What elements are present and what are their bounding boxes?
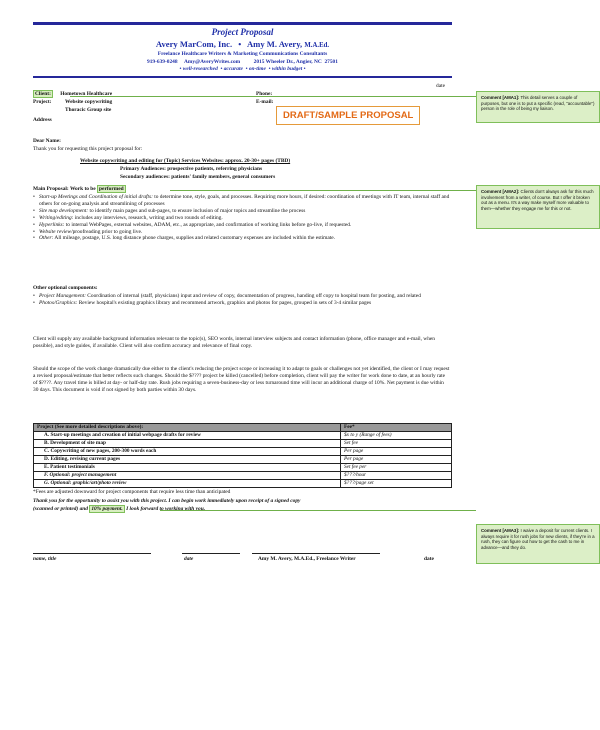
document-title: Project Proposal <box>211 27 274 37</box>
writer-name: Amy M. Avery, M.A.Ed., Freelance Writer <box>258 556 356 562</box>
table-row: B. Development of site map Set fee <box>34 440 452 448</box>
value-item: on-time <box>248 66 266 72</box>
main-proposal-heading <box>33 186 126 193</box>
main-proposal-heading-text: Main Proposal: Work to be <box>33 186 98 192</box>
list-item: • Other: All mileage, postage, U.S. long distance phone charges, supplies and related customary expenses are included within the estimate. <box>33 235 450 242</box>
project-label: Project: <box>33 99 52 105</box>
company-name: Avery MarCom, Inc. <box>155 39 233 49</box>
comment-balloon-3[interactable] <box>476 524 600 564</box>
client-line <box>33 91 112 98</box>
header-top-rule <box>33 22 452 25</box>
owner-name: Amy M. Avery, <box>246 39 303 49</box>
table-row: D. Editing, revising current pages Per page <box>34 456 452 464</box>
list-item: • Writing/editing: includes any interviews, research, writing and two rounds of editing. <box>33 215 450 222</box>
comment-text: I waive a deposit for current clients. I always require it for rush jobs for new clients, if they're in a rush, they can figure out how to get the cash to me in advance—and they do. <box>481 528 595 550</box>
salutation: Dear Name: <box>33 138 61 144</box>
contact-info: 919-639-0248 Amy@AveryWrites.com 2015 Wheeler Dr., Angier, NC 27501 <box>147 58 338 65</box>
company-line <box>0 39 485 51</box>
closing-line-1: Thank you for the opportunity to assist you with this project. I can begin work immediately upon receipt of a signed copy <box>33 498 301 504</box>
date-field: date <box>436 83 445 89</box>
phone-label: Phone: <box>256 91 273 97</box>
primary-audience: Primary Audiences: prospective patients, referring physicians <box>120 166 263 172</box>
other-components-list <box>33 293 450 307</box>
client-label: Client: <box>35 91 51 97</box>
table-row: G. Optional: graphic/art/photo review $???/page set <box>34 480 452 488</box>
value-item: within budget <box>271 66 303 72</box>
owner-credential: M.A.Ed. <box>304 42 330 49</box>
column-header-project: Project (See more detailed descriptions above): <box>34 424 341 432</box>
comment-balloon-1[interactable] <box>476 91 600 123</box>
client-date-label: date <box>184 556 194 562</box>
list-item: • Site map development: to identify main pages and sub-pages, to ensure inclusion of major topics and streamline the process <box>33 208 450 215</box>
highlighted-word: performed <box>99 186 124 192</box>
column-header-fee: Fee* <box>341 424 452 432</box>
writer-signature-line <box>252 553 380 554</box>
list-item: • Start-up Meetings and Coordination of initial drafts: to determine tone, style, goals, and processes. Requiring more hours, if desired: coordination of meetings with IT team, internal staff and others for on-going analysis and streamlining of processes <box>33 194 450 208</box>
address-label: Address <box>33 117 52 123</box>
comment-connector-3 <box>160 510 476 511</box>
table-row: C. Copywriting of new pages, 200-300 words each Per page <box>34 448 452 456</box>
client-value: Hometown Healthcare <box>60 91 113 97</box>
main-proposal-list <box>33 194 450 242</box>
draft-stamp: DRAFT/SAMPLE PROPOSAL <box>276 106 420 125</box>
other-components-heading: Other optional components: <box>33 285 98 291</box>
project-value: Website copywriting <box>65 99 113 105</box>
value-item: accurate <box>223 66 243 72</box>
table-header-row <box>34 424 452 432</box>
tagline: Freelance Healthcare Writers & Marketing Communications Consultants <box>157 51 328 57</box>
closing-line-2: (scanned or printed) and 10% payment. I look forward to working with you. <box>33 506 206 512</box>
project-value-2: Thoracic Group site <box>65 107 112 113</box>
comment-label: Comment [AMA3]: <box>481 528 520 533</box>
secondary-audience: Secondary audiences: patients' family members, general consumers <box>120 174 276 180</box>
value-item: well-researched <box>182 66 218 72</box>
fees-table <box>33 423 452 488</box>
scope-change-paragraph: Should the scope of the work change dramatically due either to the client's reducing the project scope or increasing it to adapt to goals or challenges not yet identified, the client or I may request a revised proposal/estimate that better reflects such changes. Should the $???? project be killed (cancelled) before completion, client will pay the writer for work done to date, at an hourly rate of $????. Any travel time is billed at day- or half-day rate. Rush jobs requiring a seven-business-day or less turnaround time will incur an additional charge of 10%. Net payment is due within 30 days. This document is void if not signed by both parties within 30 days. <box>33 366 450 393</box>
comment-connector-1 <box>70 96 476 97</box>
comment-balloon-2[interactable] <box>476 185 600 229</box>
table-row: A. Start-up meetings and creation of initial webpage drafts for review $x to y (Range of fees) <box>34 432 452 440</box>
list-item: • Project Management: Coordination of internal (staff, physicians) input and review of copy, documentation of progress, handing off copy to hospital team for posting, and related <box>33 293 450 300</box>
client-signature-line <box>33 553 151 554</box>
fees-footnote: *Fees are adjusted downward for project components that require less time than anticipated <box>33 489 231 495</box>
email-label: E-mail: <box>256 99 274 105</box>
comment-text: Clients don't always ask for this much involvement from a writer, of course. But I offer it broken out as a menu. It's a way make myself more valuable to them—whether they engage me for this or not. <box>481 189 594 211</box>
thanks-line: Thank you for requesting this project proposal for: <box>33 146 143 152</box>
comment-connector-2 <box>170 190 476 191</box>
table-row: E. Patient testimonials Set fee per <box>34 464 452 472</box>
list-item: • Photos/Graphics: Review hospital's existing graphics library and recommend artwork, graphics and photos for pages, grouped in sets of 3-4 similar pages <box>33 300 450 307</box>
name-title-label: name, title <box>33 556 57 562</box>
highlighted-payment: 10% payment. <box>91 506 123 512</box>
table-row: F. Optional: project management $???/hour <box>34 472 452 480</box>
comment-label: Comment [AMA1]: <box>481 95 520 100</box>
client-date-line <box>182 553 240 554</box>
writer-date-label: date <box>424 556 434 562</box>
client-supply-paragraph: Client will supply any available background information relevant to the topic(s), SEO words, internal interview subjects and contact information (phone, office manager and e-mail, when possible), and style guides, if available. Client will also confirm accuracy and relevance of final copy. <box>33 336 435 349</box>
comment-text: This detail serves a couple of purposes, but one is to put a specific (read, "accountable") person in the role of being my liaison. <box>481 95 595 112</box>
header-bottom-rule <box>33 76 452 78</box>
comment-label: Comment [AMA2]: <box>481 189 520 194</box>
value-bullets: • well-researched • accurate • on-time • within budget • <box>179 66 306 72</box>
separator-bullet: • <box>238 39 242 49</box>
list-item: • Website review/proofreading prior to going live. <box>33 229 450 236</box>
scope-line: Website copywriting and editing for (Topic) Services Websites: approx. 20-30+ pages (TBD) <box>80 158 291 164</box>
list-item: • Hyperlinks: to internal WebPages, external websites, ADAM, etc., as appropriate, and confirmation of working links before go-live, if requested. <box>33 222 450 229</box>
